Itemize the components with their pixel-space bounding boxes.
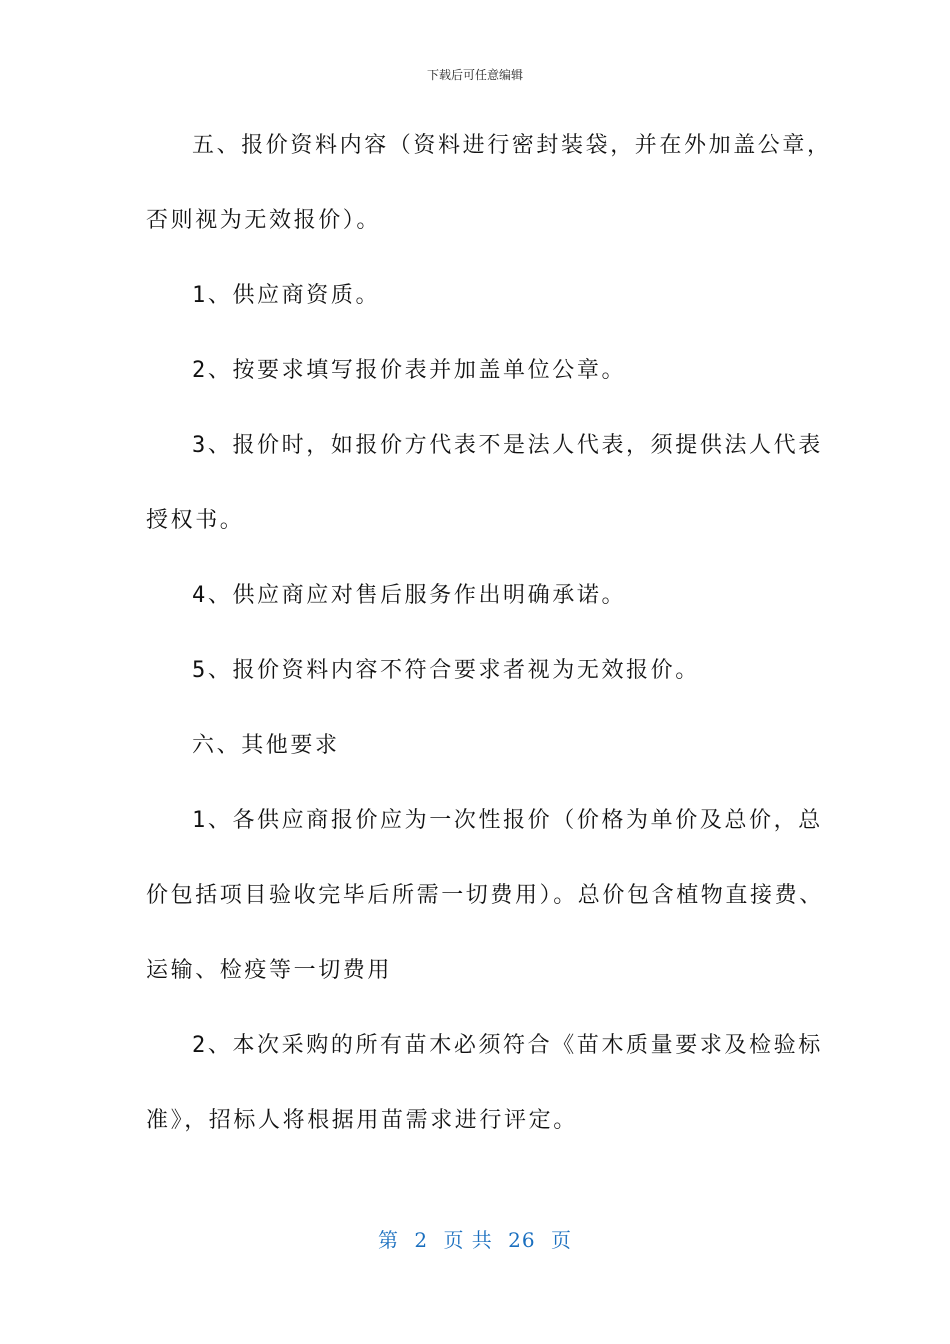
document-body bbox=[146, 124, 832, 1174]
text-line-2: 否则视为无效报价）。 bbox=[146, 208, 382, 233]
text-line-9: 六、其他要求 bbox=[192, 733, 340, 758]
footer-middle: 页 共 bbox=[443, 1228, 493, 1252]
text-line-7: 4、供应商应对售后服务作出明确承诺。 bbox=[192, 583, 627, 608]
text-line-12: 运输、检疫等一切费用 bbox=[146, 958, 393, 983]
text-line-5: 3、报价时，如报价方代表不是法人代表，须提供法人代表 bbox=[192, 433, 823, 458]
text-line-4: 2、按要求填写报价表并加盖单位公章。 bbox=[192, 358, 627, 383]
footer-suffix: 页 bbox=[550, 1228, 572, 1252]
text-line-1: 五、报价资料内容（资料进行密封装袋，并在外加盖公章， bbox=[192, 133, 832, 158]
footer-prefix: 第 bbox=[378, 1228, 399, 1252]
text-line-13: 2、本次采购的所有苗木必须符合《苗木质量要求及检验标 bbox=[192, 1033, 823, 1058]
text-line-8: 5、报价资料内容不符合要求者视为无效报价。 bbox=[192, 658, 700, 683]
text-line-14: 准》，招标人将根据用苗需求进行评定。 bbox=[146, 1108, 578, 1133]
header-text: 下载后可任意编辑 bbox=[426, 68, 523, 82]
text-line-10: 1、各供应商报价应为一次性报价（价格为单价及总价，总 bbox=[192, 808, 823, 833]
page-footer bbox=[0, 1224, 950, 1253]
text-line-6: 授权书。 bbox=[146, 508, 245, 533]
footer-page-number: 2 bbox=[414, 1228, 429, 1252]
footer-total-pages: 26 bbox=[508, 1228, 536, 1252]
page-header bbox=[0, 66, 950, 83]
text-line-3: 1、供应商资质。 bbox=[192, 283, 381, 308]
text-line-11: 价包括项目验收完毕后所需一切费用）。总价包含植物直接费、 bbox=[146, 883, 824, 908]
